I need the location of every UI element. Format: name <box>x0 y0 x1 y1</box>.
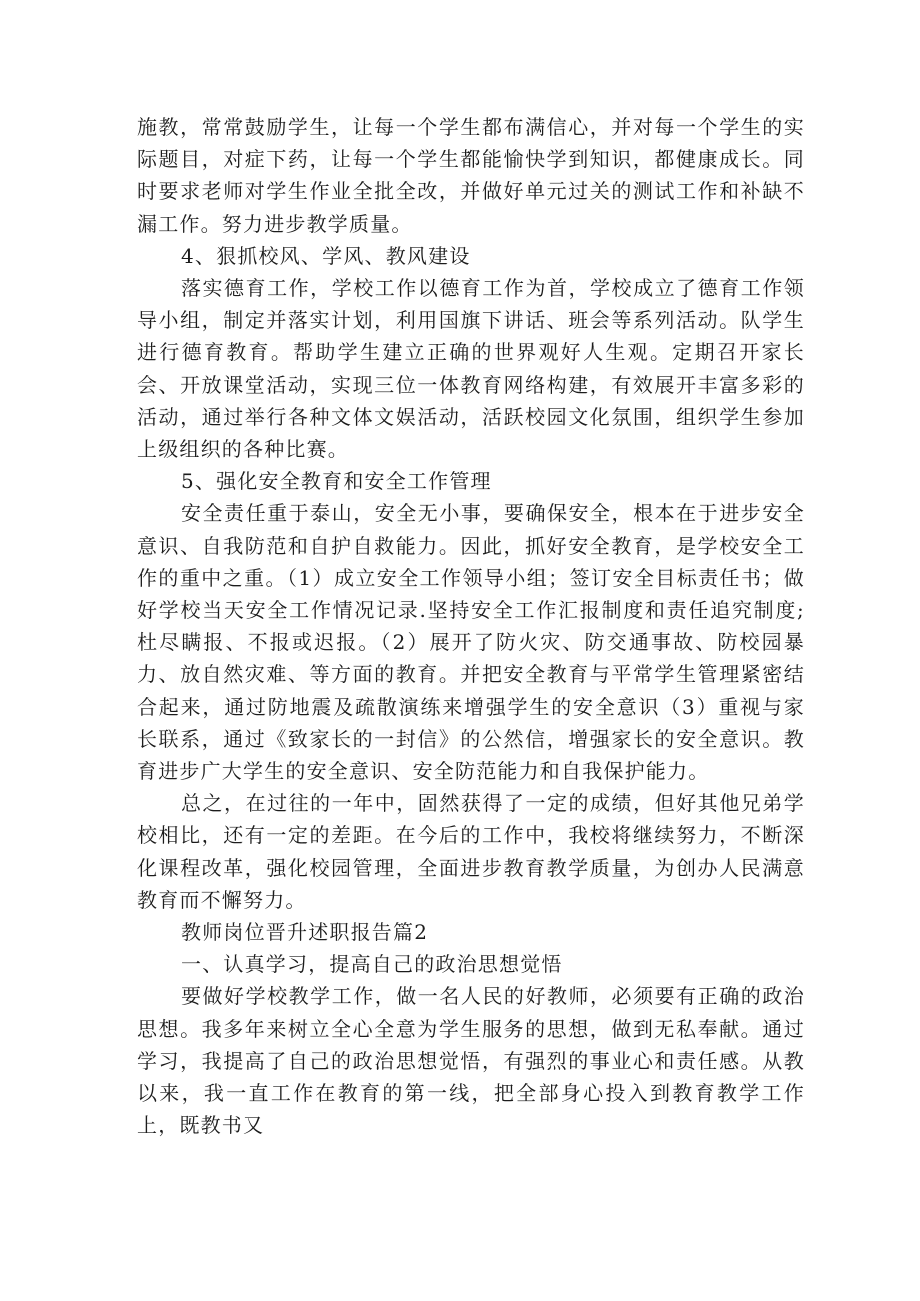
paragraph-moral-education: 落实德育工作，学校工作以德育工作为首，学校成立了德育工作领导小组，制定并落实计划，利用国旗下讲话、班会等系列活动。队学生进行德育教育。帮助学生建立正确的世界观好人生观。定期召开家长会、开放课堂活动，实现三位一体教育网络构建，有效展开丰富多彩的活动，通过举行各种文体文娱活动，活跃校园文化氛围，组织学生参加上级组织的各种比赛。 <box>137 276 805 462</box>
heading-report-part-2: 教师岗位晋升述职报告篇2 <box>181 920 429 945</box>
paragraph-summary: 总之，在过往的一年中，固然获得了一定的成绩，但好其他兄弟学校相比，还有一定的差距。在今后的工作中，我校将继续努力，不断深化课程改革，强化校园管理，全面进步教育教学质量，为创办人民满意教育而不懈努力。 <box>137 791 805 912</box>
paragraph-political-thought: 要做好学校教学工作，做一名人民的好教师，必须要有正确的政治思想。我多年来树立全心全意为学生服务的思想，做到无私奉献。通过学习，我提高了自己的政治思想觉悟，有强烈的事业心和责任感。从教以来，我一直工作在教育的第一线，把全部身心投入到教育教学工作上，既教书又 <box>137 984 805 1138</box>
heading-section-5: 5、强化安全教育和安全工作管理 <box>181 469 492 494</box>
document-body <box>137 111 805 1142</box>
heading-section-4: 4、狠抓校风、学风、教风建设 <box>181 243 471 268</box>
paragraph-intro: 施教，常常鼓励学生，让每一个学生都布满信心，并对每一个学生的实际题目，对症下药，让每一个学生都能愉快学到知识，都健康成长。同时要求老师对学生作业全批全改，并做好单元过关的测试工作和补缺不漏工作。努力进步教学质量。 <box>137 115 805 236</box>
paragraph-safety-education: 安全责任重于泰山，安全无小事，要确保安全，根本在于进步安全意识、自我防范和自护自救能力。因此，抓好安全教育，是学校安全工作的重中之重。（1）成立安全工作领导小组；签订安全目标责任书；做好学校当天安全工作情况记录.坚持安全工作汇报制度和责任追究制度;杜尽瞒报、不报或迟报。（2）展开了防火灾、防交通事故、防校园暴力、放自然灾难、等方面的教育。并把安全教育与平常学生管理紧密结合起来，通过防地震及疏散演练来增强学生的安全意识（3）重视与家长联系，通过《致家长的一封信》的公然信，增强家长的安全意识。教育进步广大学生的安全意识、安全防范能力和自我保护能力。 <box>137 501 805 784</box>
heading-subsection-1: 一、认真学习，提高自己的政治思想觉悟 <box>181 952 563 977</box>
